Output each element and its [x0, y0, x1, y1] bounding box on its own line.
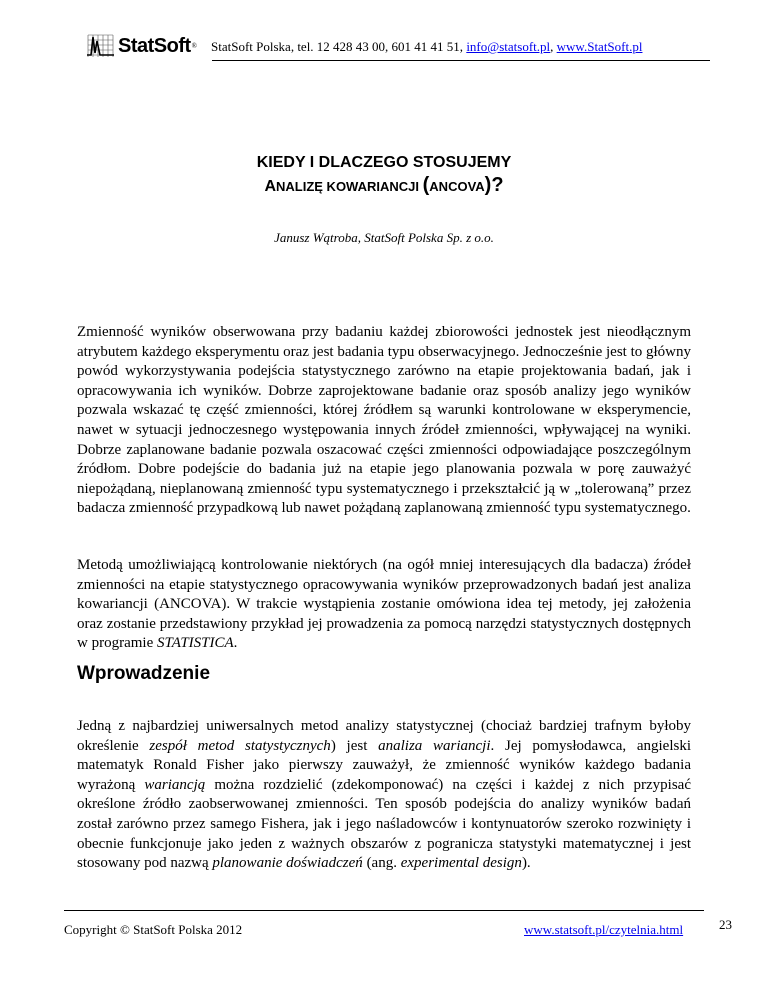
title-line-1: KIEDY I DLACZEGO STOSUJEMY	[256, 154, 512, 171]
title-acronym: ANCOVA	[429, 179, 485, 194]
header-contact	[211, 37, 642, 55]
italic-term: analiza wariancji	[378, 737, 491, 754]
text-segment: ) jest	[330, 737, 379, 754]
header-separator: ,	[550, 39, 557, 54]
page-header	[86, 24, 710, 68]
program-name: STATISTICA	[156, 635, 234, 652]
statsoft-chart-icon	[86, 33, 116, 59]
text-segment: . Jej pomysłodawca, angielski matematyk Ronald Fisher jako pierwszy zauważył, że zmienność wyników każdego badania wyrażoną	[77, 737, 692, 793]
paragraph-ancova-text: Metodą umożliwiającą kontrolowanie niektórych (na ogół mniej interesujących dla badacza) źródeł zmienności na etapie statystycznego opracowywania wyników przeprowadzonych badań jest analiza kowariancji (ANCOVA). W trakcie wystąpienia zostanie omówiona idea tej metody, jej założenia oraz zostanie przedstawiony przykład jej prowadzenia za pomocą narzędzi statystycznych dostępnych w programie	[77, 557, 691, 652]
email-link[interactable]: info@statsoft.pl	[466, 39, 551, 54]
footer-link[interactable]: www.statsoft.pl/czytelnia.html	[524, 922, 684, 937]
title-initial: A	[264, 178, 276, 195]
statsoft-logo	[86, 33, 197, 59]
italic-term: planowanie doświadczeń	[212, 855, 363, 872]
header-divider	[212, 60, 710, 61]
title-word: NALIZĘ KOWARIANCJI	[276, 179, 423, 194]
title-paren-close: )?	[484, 174, 504, 196]
title-paren-open: (	[422, 174, 430, 196]
registered-mark: ®	[191, 42, 197, 50]
section-heading: Wprowadzenie	[77, 663, 211, 684]
italic-term: wariancją	[144, 776, 206, 793]
italic-term: experimental design	[400, 855, 522, 872]
italic-term: zespół metod statystycznych	[149, 737, 331, 754]
author-line: Janusz Wątroba, StatSoft Polska Sp. z o.o.	[274, 230, 494, 245]
copyright-text: Copyright © StatSoft Polska 2012	[64, 922, 243, 937]
paragraph-ancova-end: .	[233, 635, 238, 652]
footer-divider	[64, 910, 704, 911]
title-line-2	[0, 175, 768, 197]
text-segment: można rozdzielić (zdekomponować) na części i każdej z nich przypisać określone źródło zaobserwowanej zmienności. Ten sposób podejścia do analizy wyników badań został zarówno przez samego Fishera, jak i jego naśladowców i kontynuatorów szeroko rozwinięty i obecnie funkcjonuje jako jeden z ważnych obszarów z pogranicza statystyki matematycznej i jest stosowany pod nazwą	[77, 776, 691, 872]
paragraph-intro: Zmienność wyników obserwowana przy badaniu każdej zbiorowości jednostek jest nieodłącznym atrybutem każdego eksperymentu oraz jest badania typu obserwacyjnego. Jednocześnie jest to główny powód wykorzystywania podejścia statystycznego zarówno na etapie projektowania badań, jak i opracowywania ich wyników. Dobrze zaprojektowane badanie oraz sposób analizy jego wyników pozwala wskazać tę część zmienności, której źródłem są warunki kontrolowane w eksperymencie, nawet w sytuacji jednoczesnego występowania innych źródeł zmienności, wpływającej na wyniki. Dobrze zaplanowane badanie pozwala oszacować części zmienności odpowiadające poszczególnym źródłom. Dobre podejście do badania już na etapie jego planowania pozwala w porę zauważyć niepożądaną, nieplanowaną zmienność typu systematycznego i przekształcić ją w „tolerowaną” przez badacza zmienność przypadkową lub nawet pożądaną zaplanowaną zmienność typu systematycznego.	[77, 324, 691, 517]
brand-name: StatSoft	[118, 34, 191, 57]
page-number: 23	[719, 917, 732, 932]
text-segment: Jedną z najbardziej uniwersalnych metod analizy statystycznej (chociaż bardziej trafnym byłoby określenie	[77, 718, 691, 754]
text-segment: ).	[521, 855, 531, 872]
contact-text: StatSoft Polska, tel. 12 428 43 00, 601 41 41 51,	[211, 39, 467, 54]
paragraph-ancova	[77, 556, 691, 654]
website-link[interactable]: www.StatSoft.pl	[556, 39, 643, 54]
paragraph-introduction	[77, 717, 691, 874]
text-segment: (ang.	[362, 855, 401, 872]
